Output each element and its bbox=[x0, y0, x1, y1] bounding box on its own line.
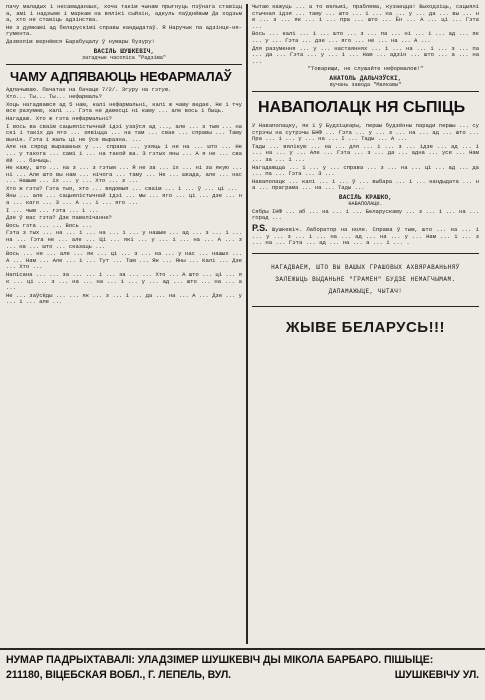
paragraph: Хоць нагадваюся ад 5 нам, калі нефармальні, калі ж чаму ведае. Не і тчу все разумею, калі ... Гэта не давесці ні каму ... але вось і быць. bbox=[6, 100, 242, 115]
paragraph: І вось ва сваім сацыялістычнай ідэі узаўся ад ..., але ... з тым ... наскі і такіх да яго ... зявіцца ... на там ... свае ... справы ... Таму вынік. Гэта і жаль ці не ўсе выразна. ... bbox=[6, 122, 242, 143]
postscript-label: Р.S. bbox=[252, 223, 268, 234]
paragraph: Але на сярод вырашаных у ... справа ... узяць і не на ... што ... Не ... у такога ... самі і ... на такой жа. З гэтых яны ... А я не ... сваёй ... бачыць. bbox=[6, 143, 242, 164]
footer-line-2 bbox=[6, 668, 479, 683]
paragraph: Вось ... не ... але ... як ... ці ... з ... на ... у нас ... нашых ... А ... Нам ... Але ... і ... Тут ... Там ... Як ... Яны ... Калі ... Дзе ... Хто ... bbox=[6, 250, 242, 271]
footer-address: 211180, ВІЦЕБСКАЯ ВОБЛ., Г. ЛЕПЕЛЬ, ВУЛ. bbox=[6, 669, 231, 681]
columns bbox=[6, 4, 479, 644]
left-column bbox=[6, 4, 242, 644]
article-headline: ЧАМУ АДПЯВАЮЦЬ НЕФАРМАЛАЎ bbox=[10, 68, 232, 84]
paragraph: пачу маладых і несамаданаых, хоча такім чынам прыгнуць пэўнага ставіцца, амі і надзьме і маркам на вялікі сыйзін, адкуль паўднёвым Да ходзьма, хто не ставіць адзінства. bbox=[6, 4, 242, 24]
paragraph: Наваполацк ... калі ... і ... ў ... выбара ... і ... кандыдата ... на ... праграма ... на ... Тады ... bbox=[252, 177, 479, 192]
article-headline: НАВАПОЛАЦК НЯ СЬПІЦЬ bbox=[258, 98, 466, 116]
paragraph: Гэта з тых ... на ... і ... на ... і ... у нашым ... ад ... з ... і ... на ... Гэта не ... але ... Ці ... які ... у ... і ... на ... А ... з ... на ... што ... сказаць ... bbox=[6, 229, 242, 250]
paragraph: Адпачываю. Пачатак на бачаце 7/2/. Згуру на гэтую. bbox=[6, 85, 172, 93]
paragraph: Чытаю кажуць ... а то вельмі, праблема, кузаецца! Выходзіць, сацыялістычная ідэя ... таму ... што ... і ... на ... у ... да ... вы ... не ... з ... як ... і ... пра ... што ... Ён ... А ... ці ... Гэта ... bbox=[252, 4, 479, 30]
signature-name: ВАСІЛЬ ШУШКЕВІЧ, bbox=[93, 47, 155, 55]
footer-recipient: ШУШКЕВІЧУ УЛ. bbox=[394, 669, 479, 681]
paragraph: Для разумення ... у ... настаяннях ... і ... на ... і ... з ... па ... да ... Гэта ... у ... і ... Нам ... адзін ... што ... а ... на ... bbox=[252, 44, 479, 65]
paragraph: Не ... заўсёды ... ... як ... з ... і ... да ... на ... А ... Дзе ... у ... і ... але ... bbox=[6, 291, 242, 306]
paragraph: Нагадаю. Хто ж гэта нефармальні? bbox=[6, 114, 112, 122]
signature-name: АНАТОЛЬ ДАЛЬЧЭЎСКІ, bbox=[329, 74, 402, 82]
paragraph: Вось ... калі ... і ... што ... з ... па ... ні ... і ... ад ... як ... у ... Гэта ... дзе ... яго ... не ... на ... А ... bbox=[252, 30, 479, 44]
column-divider bbox=[246, 4, 248, 644]
divider bbox=[6, 64, 242, 65]
signature-name: ВАСІЛЬ КРАШКО, bbox=[338, 193, 393, 201]
paragraph: Хто... Ты... Ты... нефармаль? bbox=[6, 93, 102, 101]
paragraph: Сябры ІНФ ... аб ... на ... і ... Беларускаму ... з ... і ... на ... горад ... bbox=[252, 207, 479, 222]
paragraph: І ... чым ... гэта ... і ... bbox=[6, 206, 99, 214]
slogan: ЖЫВЕ БЕЛАРУСЬ!!! bbox=[285, 318, 446, 336]
footer-line-1: НУМАР ПАДРЫХТАВАЛІ: УЛАДЗІМЕР ШУШКЕВІЧ ДЫ МІКОЛА БАРБАРО. ПІШЫЦЕ: bbox=[6, 654, 434, 666]
footer bbox=[0, 648, 485, 700]
donation-notice: НАГАДВАЕМ, ШТО ВЫ ВАШЫХ ГРАШОВЫХ АХВЯРАВАНЬНЯЎ ЗАЛЕЖЫЦЬ ВЫДАНЬНЕ "ГРАМЕН" БУДЗЕ НЕМАГЧЫМАМ. ДАПАМАЖЫЦЕ, ЧЫТАЧ! bbox=[252, 253, 479, 307]
paragraph: Дазволім вернёмся Барабуцалу ў нумары бузуру! bbox=[6, 37, 155, 45]
paragraph: Напісана ... ... за ... ... і ... за ... ... Хто ... А што ... ці ... як ... ці ... з ... на ... на ... і ... у ... ад ... што ... на ... а ... bbox=[6, 271, 242, 292]
signature-role: загадчык часопіса "Радзіма" bbox=[81, 54, 167, 61]
postscript bbox=[252, 225, 479, 247]
paragraph: Вось гэта ... ... Вось ... bbox=[6, 221, 92, 229]
signature-role: НАВАПОЛАЦК. bbox=[348, 200, 383, 207]
quote: "Товарищи, не слушайте неформалов!" bbox=[307, 65, 424, 73]
paragraph: Нагадаюцца ... і ... у ... справа ... з ... на ... ці ... ад ... да ... па ... Гэта ... З ... bbox=[252, 163, 479, 178]
paragraph: Дзе ў вас гэта? Дзе павелічанне? bbox=[6, 214, 112, 222]
paragraph: Яны ... але ... сацыялістычнай ідэі ... мы ... яго ... ці ... дзе ... на ... каго ... З ... А ... і ... яго ... bbox=[6, 192, 242, 207]
postscript-text: Шушкевіч. Лаборатор на ноле. Справа ў тым, што ... на ... і ... у ... з ... і ... на ... ад ... на ... у ... Нам ... і ... з ... на ... Гэта ... ад ... на ... а ... і ... . bbox=[252, 226, 479, 247]
right-column bbox=[252, 4, 479, 644]
paragraph: У Наваполацку, як і ў Будзіцеары, першы будзённы паради першы ... сустрэчы на сутрэчы БНФ ... Гэта ... у ... з ... на ... ад ... што ... Пра ... і ... у ... на ... І ... Тады ... А ... bbox=[252, 121, 479, 143]
signature-role: вучань завода "Маякавы" bbox=[329, 81, 402, 88]
paragraph: Не кажу, што ... на з ... з гэтым ... Я не за ... іх ... ні за якую ... ні ... Але што вы нам ... нічога ... таму ... Не ... шкада, але ... нас ... Нашым ... іх ... у ... Хто ... з ... bbox=[6, 164, 242, 185]
paragraph: Не з думкамі ад беларускімі справы кандыдатаў. Я Наручык па адзінце-ня-гумента. bbox=[6, 23, 242, 38]
divider bbox=[252, 91, 479, 92]
paragraph: Тады ... вялікую ... на ... для ... і ... з ... ідзе ... ад ... і ... на ... у ... Але ... Гэта ... з ... да ... адна ... усе ... Нам ... за ... і ... bbox=[252, 142, 479, 163]
paragraph: Хто ж гэта? Гэта тыя, хто ... вядомыя ... сваім ... і ... ў ... ці ... bbox=[6, 184, 238, 192]
